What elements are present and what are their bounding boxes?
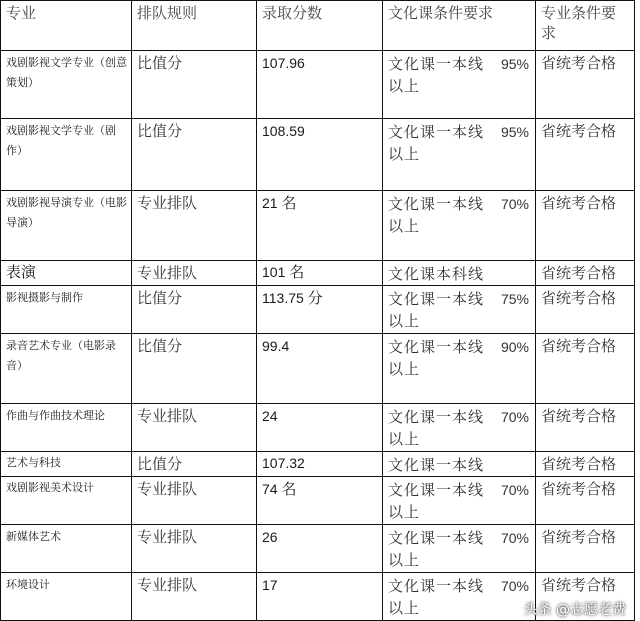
culture-percent: 75% xyxy=(500,291,529,307)
specialty-requirement-cell: 省统考合格 xyxy=(536,573,635,621)
score-value: 26 xyxy=(262,529,278,545)
score-cell xyxy=(257,119,383,191)
major-cell: 艺术与科技 xyxy=(1,452,132,477)
specialty-requirement-cell: 省统考合格 xyxy=(536,261,635,286)
score-cell xyxy=(257,334,383,404)
culture-line: 文化课一本线 xyxy=(388,408,485,426)
specialty-requirement-cell: 省统考合格 xyxy=(536,404,635,452)
culture-above: 以上 xyxy=(388,312,421,330)
rule-cell: 比值分 xyxy=(132,334,257,404)
score-cell xyxy=(257,51,383,119)
culture-line: 文化课本科线 xyxy=(388,265,485,283)
score-value: 99.4 xyxy=(262,338,290,354)
score-value: 113.75 xyxy=(262,290,304,306)
culture-above: 以上 xyxy=(388,430,421,448)
culture-requirement-cell xyxy=(383,119,536,191)
major-cell: 戏剧影视导演专业（电影导演） xyxy=(1,191,132,261)
rule-cell: 专业排队 xyxy=(132,573,257,621)
culture-requirement-cell xyxy=(383,334,536,404)
rule-cell: 专业排队 xyxy=(132,404,257,452)
score-unit: 名 xyxy=(281,480,297,498)
specialty-requirement-cell: 省统考合格 xyxy=(536,51,635,119)
rule-cell: 比值分 xyxy=(132,119,257,191)
table-row xyxy=(1,452,635,477)
rule-cell: 专业排队 xyxy=(132,525,257,573)
table-row xyxy=(1,191,635,261)
culture-percent: 95% xyxy=(500,56,529,72)
specialty-requirement-cell: 省统考合格 xyxy=(536,286,635,334)
culture-above: 以上 xyxy=(388,503,421,521)
major-cell: 环境设计 xyxy=(1,573,132,621)
table-header-row xyxy=(1,1,635,51)
culture-requirement-cell xyxy=(383,286,536,334)
culture-line: 文化课一本线 xyxy=(388,290,485,308)
major-cell: 戏剧影视文学专业（创意策划） xyxy=(1,51,132,119)
specialty-requirement-cell: 省统考合格 xyxy=(536,334,635,404)
header-culture-requirement: 文化课条件要求 xyxy=(383,1,536,51)
major-cell: 作曲与作曲技术理论 xyxy=(1,404,132,452)
specialty-requirement-cell: 省统考合格 xyxy=(536,452,635,477)
score-cell xyxy=(257,261,383,286)
culture-percent: 70% xyxy=(500,530,529,546)
culture-requirement-cell xyxy=(383,452,536,477)
score-unit: 名 xyxy=(281,194,297,212)
culture-line: 文化课一本线 xyxy=(388,55,485,73)
rule-cell: 比值分 xyxy=(132,51,257,119)
score-cell xyxy=(257,404,383,452)
culture-line: 文化课一本线 xyxy=(388,456,485,474)
major-cell: 新媒体艺术 xyxy=(1,525,132,573)
culture-above: 以上 xyxy=(388,599,421,617)
table-row xyxy=(1,334,635,404)
score-cell xyxy=(257,286,383,334)
table-row xyxy=(1,51,635,119)
culture-requirement-cell xyxy=(383,573,536,621)
specialty-requirement-cell: 省统考合格 xyxy=(536,119,635,191)
culture-line: 文化课一本线 xyxy=(388,195,485,213)
culture-requirement-cell xyxy=(383,51,536,119)
culture-percent: 70% xyxy=(500,196,529,212)
score-unit: 分 xyxy=(307,289,323,307)
culture-line: 文化课一本线 xyxy=(388,481,485,499)
culture-line: 文化课一本线 xyxy=(388,529,485,547)
rule-cell: 专业排队 xyxy=(132,477,257,525)
culture-percent: 95% xyxy=(500,124,529,140)
major-cell: 表演 xyxy=(1,261,132,286)
rule-cell: 专业排队 xyxy=(132,191,257,261)
table-row xyxy=(1,261,635,286)
culture-requirement-cell xyxy=(383,261,536,286)
specialty-requirement-cell: 省统考合格 xyxy=(536,477,635,525)
major-cell: 录音艺术专业（电影录音） xyxy=(1,334,132,404)
culture-above: 以上 xyxy=(388,77,421,95)
score-value: 107.96 xyxy=(262,55,305,71)
header-specialty-requirement: 专业条件要求 xyxy=(536,1,635,51)
culture-above: 以上 xyxy=(388,217,421,235)
specialty-requirement-cell: 省统考合格 xyxy=(536,191,635,261)
culture-line: 文化课一本线 xyxy=(388,123,485,141)
table-row xyxy=(1,404,635,452)
header-major: 专业 xyxy=(1,1,132,51)
culture-line: 文化课一本线 xyxy=(388,577,485,595)
culture-requirement-cell xyxy=(383,191,536,261)
major-cell: 戏剧影视美术设计 xyxy=(1,477,132,525)
culture-percent: 70% xyxy=(500,482,529,498)
culture-above: 以上 xyxy=(388,551,421,569)
table-row xyxy=(1,119,635,191)
rule-cell: 比值分 xyxy=(132,452,257,477)
score-value: 74 xyxy=(262,481,278,497)
score-cell xyxy=(257,191,383,261)
watermark: 头条 @志愿老费 xyxy=(523,602,626,618)
score-value: 101 xyxy=(262,264,286,280)
score-cell xyxy=(257,573,383,621)
culture-requirement-cell xyxy=(383,404,536,452)
score-cell xyxy=(257,452,383,477)
score-value: 17 xyxy=(262,577,278,593)
specialty-requirement-cell: 省统考合格 xyxy=(536,525,635,573)
rule-cell: 比值分 xyxy=(132,286,257,334)
culture-percent: 70% xyxy=(500,578,529,594)
score-unit: 名 xyxy=(289,263,305,281)
rule-cell: 专业排队 xyxy=(132,261,257,286)
table-row xyxy=(1,286,635,334)
score-cell xyxy=(257,525,383,573)
score-value: 107.32 xyxy=(262,455,305,471)
score-value: 24 xyxy=(262,408,278,424)
score-cell xyxy=(257,477,383,525)
major-cell: 戏剧影视文学专业（剧作） xyxy=(1,119,132,191)
header-score: 录取分数 xyxy=(257,1,383,51)
table-row xyxy=(1,525,635,573)
culture-percent: 70% xyxy=(500,409,529,425)
culture-line: 文化课一本线 xyxy=(388,338,485,356)
major-cell: 影视摄影与制作 xyxy=(1,286,132,334)
culture-above: 以上 xyxy=(388,360,421,378)
culture-percent: 90% xyxy=(500,339,529,355)
score-value: 108.59 xyxy=(262,123,305,139)
culture-requirement-cell xyxy=(383,477,536,525)
table-row xyxy=(1,477,635,525)
score-value: 21 xyxy=(262,195,278,211)
culture-requirement-cell xyxy=(383,525,536,573)
culture-above: 以上 xyxy=(388,145,421,163)
header-rule: 排队规则 xyxy=(132,1,257,51)
